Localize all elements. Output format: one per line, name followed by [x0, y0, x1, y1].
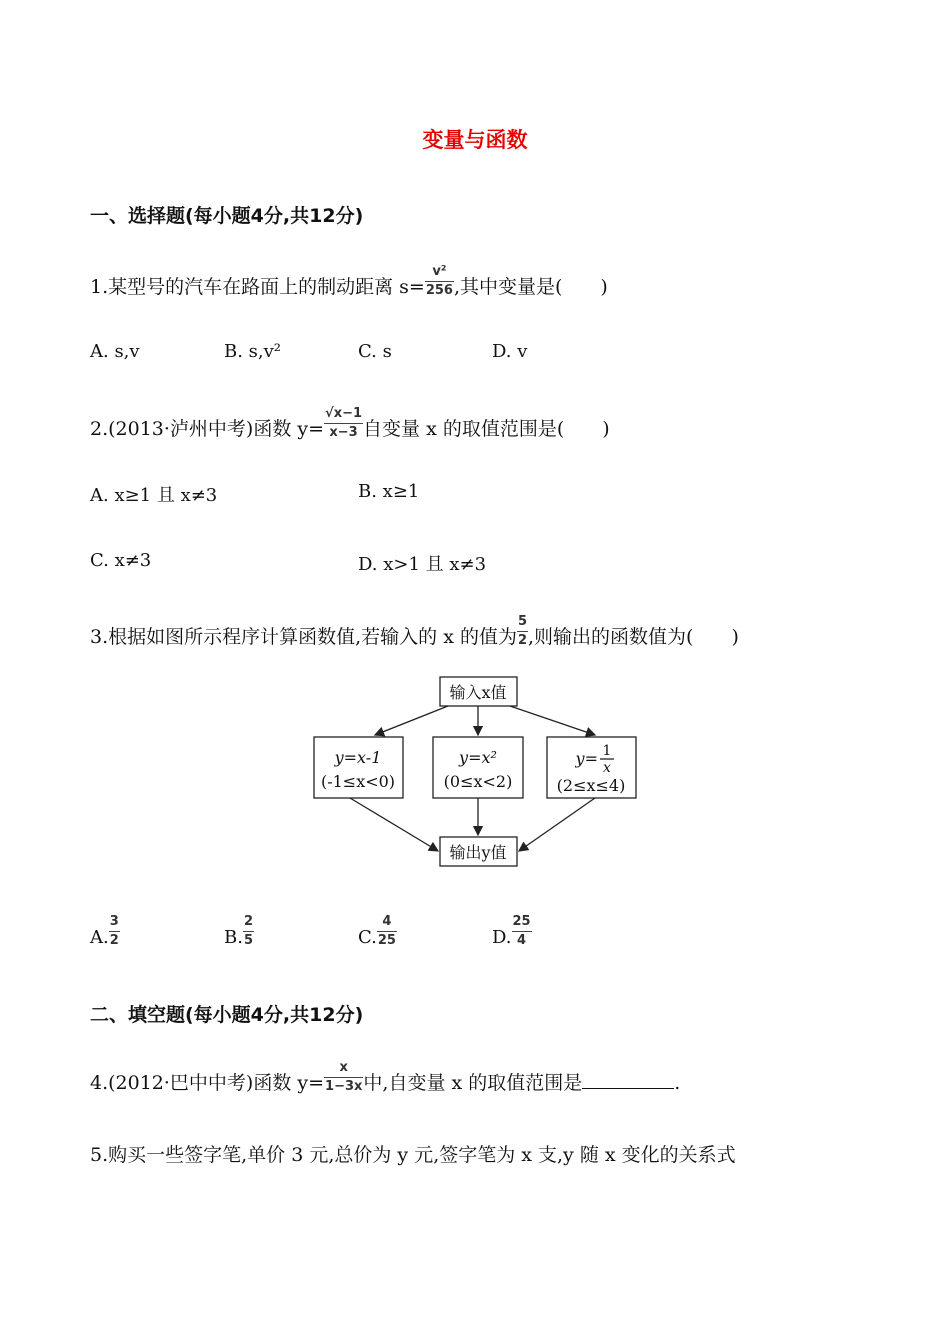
question-2-text: 2.(2013·泸州中考)函数 y=	[90, 418, 325, 440]
option-fraction	[243, 915, 254, 948]
option-label: D.	[492, 927, 512, 948]
option-label: B.	[224, 927, 243, 948]
fraction-denominator: 5	[243, 933, 253, 948]
question-1-text-after: ,其中变量是( )	[453, 276, 608, 298]
section-heading-fill: 二、填空题(每小题4分,共12分)	[90, 1004, 364, 1026]
arrow-input-to-box3	[510, 706, 595, 735]
option-2a[interactable]: A. x≥1 且 x≠3	[90, 485, 218, 506]
page-title: 变量与函数	[422, 128, 528, 152]
fraction-numerator: 3	[109, 914, 119, 929]
question-4-text: 4.(2012·巴中中考)函数 y=	[90, 1072, 325, 1094]
fraction-numerator: 5	[517, 613, 528, 629]
option-fraction	[512, 915, 532, 948]
option-1d[interactable]: D. v	[492, 341, 528, 362]
option-3c[interactable]	[358, 915, 397, 948]
fraction-numerator: 25	[512, 914, 531, 929]
question-3-text-after: ,则输出的函数值为( )	[528, 626, 739, 648]
flowchart-input-label: 输入x值	[449, 683, 507, 702]
question-4-text-after: 中,自变量 x 的取值范围是	[363, 1072, 583, 1094]
fraction-denominator: 1−3x	[325, 1078, 363, 1094]
fraction-denominator: 25	[377, 933, 396, 948]
arrow-box3-to-output	[519, 798, 595, 851]
option-2c[interactable]: C. x≠3	[90, 550, 152, 571]
option-2b[interactable]: B. x≥1	[358, 481, 420, 502]
option-2d[interactable]: D. x>1 且 x≠3	[358, 554, 487, 575]
fraction-numerator: 2	[243, 914, 253, 929]
box3-formula: y=	[575, 749, 598, 768]
option-fraction	[109, 915, 120, 948]
fraction-numerator: √x−1	[325, 405, 363, 421]
box3-domain: (2≤x≤4)	[556, 776, 626, 795]
section-heading-choice: 一、选择题(每小题4分,共12分)	[90, 205, 364, 227]
question-5: 5.购买一些签字笔,单价 3 元,总价为 y 元,签字笔为 x 支,y 随 x 变化的关系式	[90, 1144, 736, 1166]
box1-formula: y=x-1	[334, 748, 382, 767]
option-3a[interactable]	[90, 915, 120, 948]
question-1-text: 1.某型号的汽车在路面上的制动距离 s=	[90, 276, 425, 298]
fraction-denominator: 256	[425, 282, 453, 298]
arrow-box1-to-output	[350, 798, 438, 851]
option-label: A.	[90, 927, 109, 948]
arrow-input-to-box1	[375, 706, 448, 735]
answer-blank[interactable]	[582, 1070, 674, 1089]
question-4-period: .	[674, 1072, 681, 1094]
question-3-text: 3.根据如图所示程序计算函数值,若输入的 x 的值为	[90, 626, 517, 648]
option-1c[interactable]: C. s	[358, 341, 392, 362]
fraction-denominator: 2	[109, 933, 119, 948]
fraction-numerator: v²	[432, 263, 447, 279]
flowchart-output-label: 输出y值	[449, 843, 507, 862]
question-2-text-after: 自变量 x 的取值范围是( )	[363, 418, 610, 440]
question-4-fraction	[324, 1061, 363, 1094]
fraction-denominator: 2	[517, 632, 528, 648]
fraction-numerator: 4	[382, 914, 392, 929]
option-3b[interactable]	[224, 915, 254, 948]
fraction-denominator: x−3	[324, 423, 363, 440]
box3-fraction-numerator: 1	[602, 743, 612, 759]
option-1a[interactable]: A. s,v	[90, 341, 140, 362]
question-4	[90, 1059, 681, 1095]
fraction-numerator: x	[339, 1059, 348, 1075]
box3-fraction-denominator: x	[603, 760, 611, 776]
option-fraction	[377, 915, 397, 948]
box1-domain: (-1≤x<0)	[320, 772, 396, 791]
fraction-denominator: 4	[512, 931, 532, 948]
box2-formula: y=x²	[459, 748, 497, 767]
option-1b[interactable]: B. s,v²	[224, 341, 282, 362]
option-label: C.	[358, 927, 377, 948]
box2-domain: (0≤x<2)	[443, 772, 513, 791]
option-3d[interactable]	[492, 915, 532, 948]
